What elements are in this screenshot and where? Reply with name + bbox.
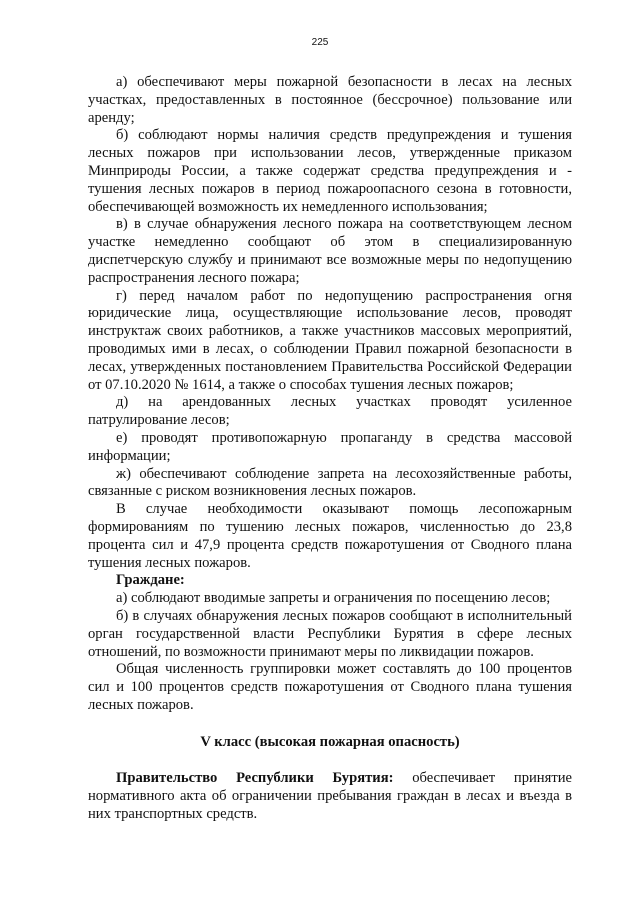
paragraph-item-a: а) обеспечивают меры пожарной безопасности в лесах на лесных участках, предоставленных в постоянное (бессрочное) пользование или аренду;	[88, 74, 572, 126]
paragraph-item-e: е) проводят противопожарную пропаганду в средства массовой информации;	[88, 429, 572, 464]
paragraph-assistance: В случае необходимости оказывают помощь лесопожарным формированиям по тушению лесных пожаров, численностью до 23,8 процента сил и 47,9 процента средств пожаротушения от Сводного плана тушения лесных пожаров.	[88, 501, 572, 571]
government-label: Правительство Республики Бурятия:	[116, 770, 394, 787]
citizens-item-b: б) в случаях обнаружения лесных пожаров сообщают в исполнительный орган государственной власти Республики Бурятия в сфере лесных отношений, по возможности принимают меры по ликвидации пожаров.	[88, 607, 572, 660]
paragraph-item-v: в) в случае обнаружения лесного пожара на соответствующем лесном участке немедленно сообщают об этом в специализированную диспетчерскую службу и принимают все возможные меры по недопущению распространения лесного пожара;	[88, 216, 572, 286]
citizens-total: Общая численность группировки может составлять до 100 процентов сил и 100 процентов средств пожаротушения от Сводного плана тушения лесных пожаров.	[88, 661, 572, 713]
paragraph-item-b: б) соблюдают нормы наличия средств предупреждения и тушения лесных пожаров при использовании лесов, утвержденные приказом Минприроды России, а также содержат средства предупреждения и - тушения лесных пожаров в период пожароопасного сезона в готовности, обеспечивающей возможность их немедленного использования;	[88, 127, 572, 215]
citizens-item-a: а) соблюдают вводимые запреты и ограничения по посещению лесов;	[116, 590, 551, 607]
citizens-heading: Граждане:	[116, 572, 185, 589]
government-text: обеспечивает принятие нормативного акта об ограничении пребывания граждан в лесах и въезда в них транспортных средств.	[88, 770, 572, 823]
paragraph-item-d: д) на арендованных лесных участках проводят усиленное патрулирование лесов;	[88, 394, 572, 429]
paragraph-item-zh: ж) обеспечивают соблюдение запрета на лесохозяйственные работы, связанные с риском возникновения лесных пожаров.	[88, 465, 572, 500]
document-body	[88, 74, 572, 824]
government-paragraph	[88, 770, 572, 823]
section-title: V класс (высокая пожарная опасность)	[200, 733, 460, 750]
page-number: 225	[311, 37, 329, 48]
paragraph-item-g: г) перед началом работ по недопущению распространения огня юридические лица, осуществляющие использование лесов, проводят инструктаж своих работников, а также участников массовых мероприятий, проводимых ими в лесах, о соблюдении Правил пожарной безопасности в лесах, утвержденных постановлением Правительства Российской Федерации от 07.10.2020 № 1614, а также о способах тушения лесных пожаров;	[88, 287, 572, 393]
